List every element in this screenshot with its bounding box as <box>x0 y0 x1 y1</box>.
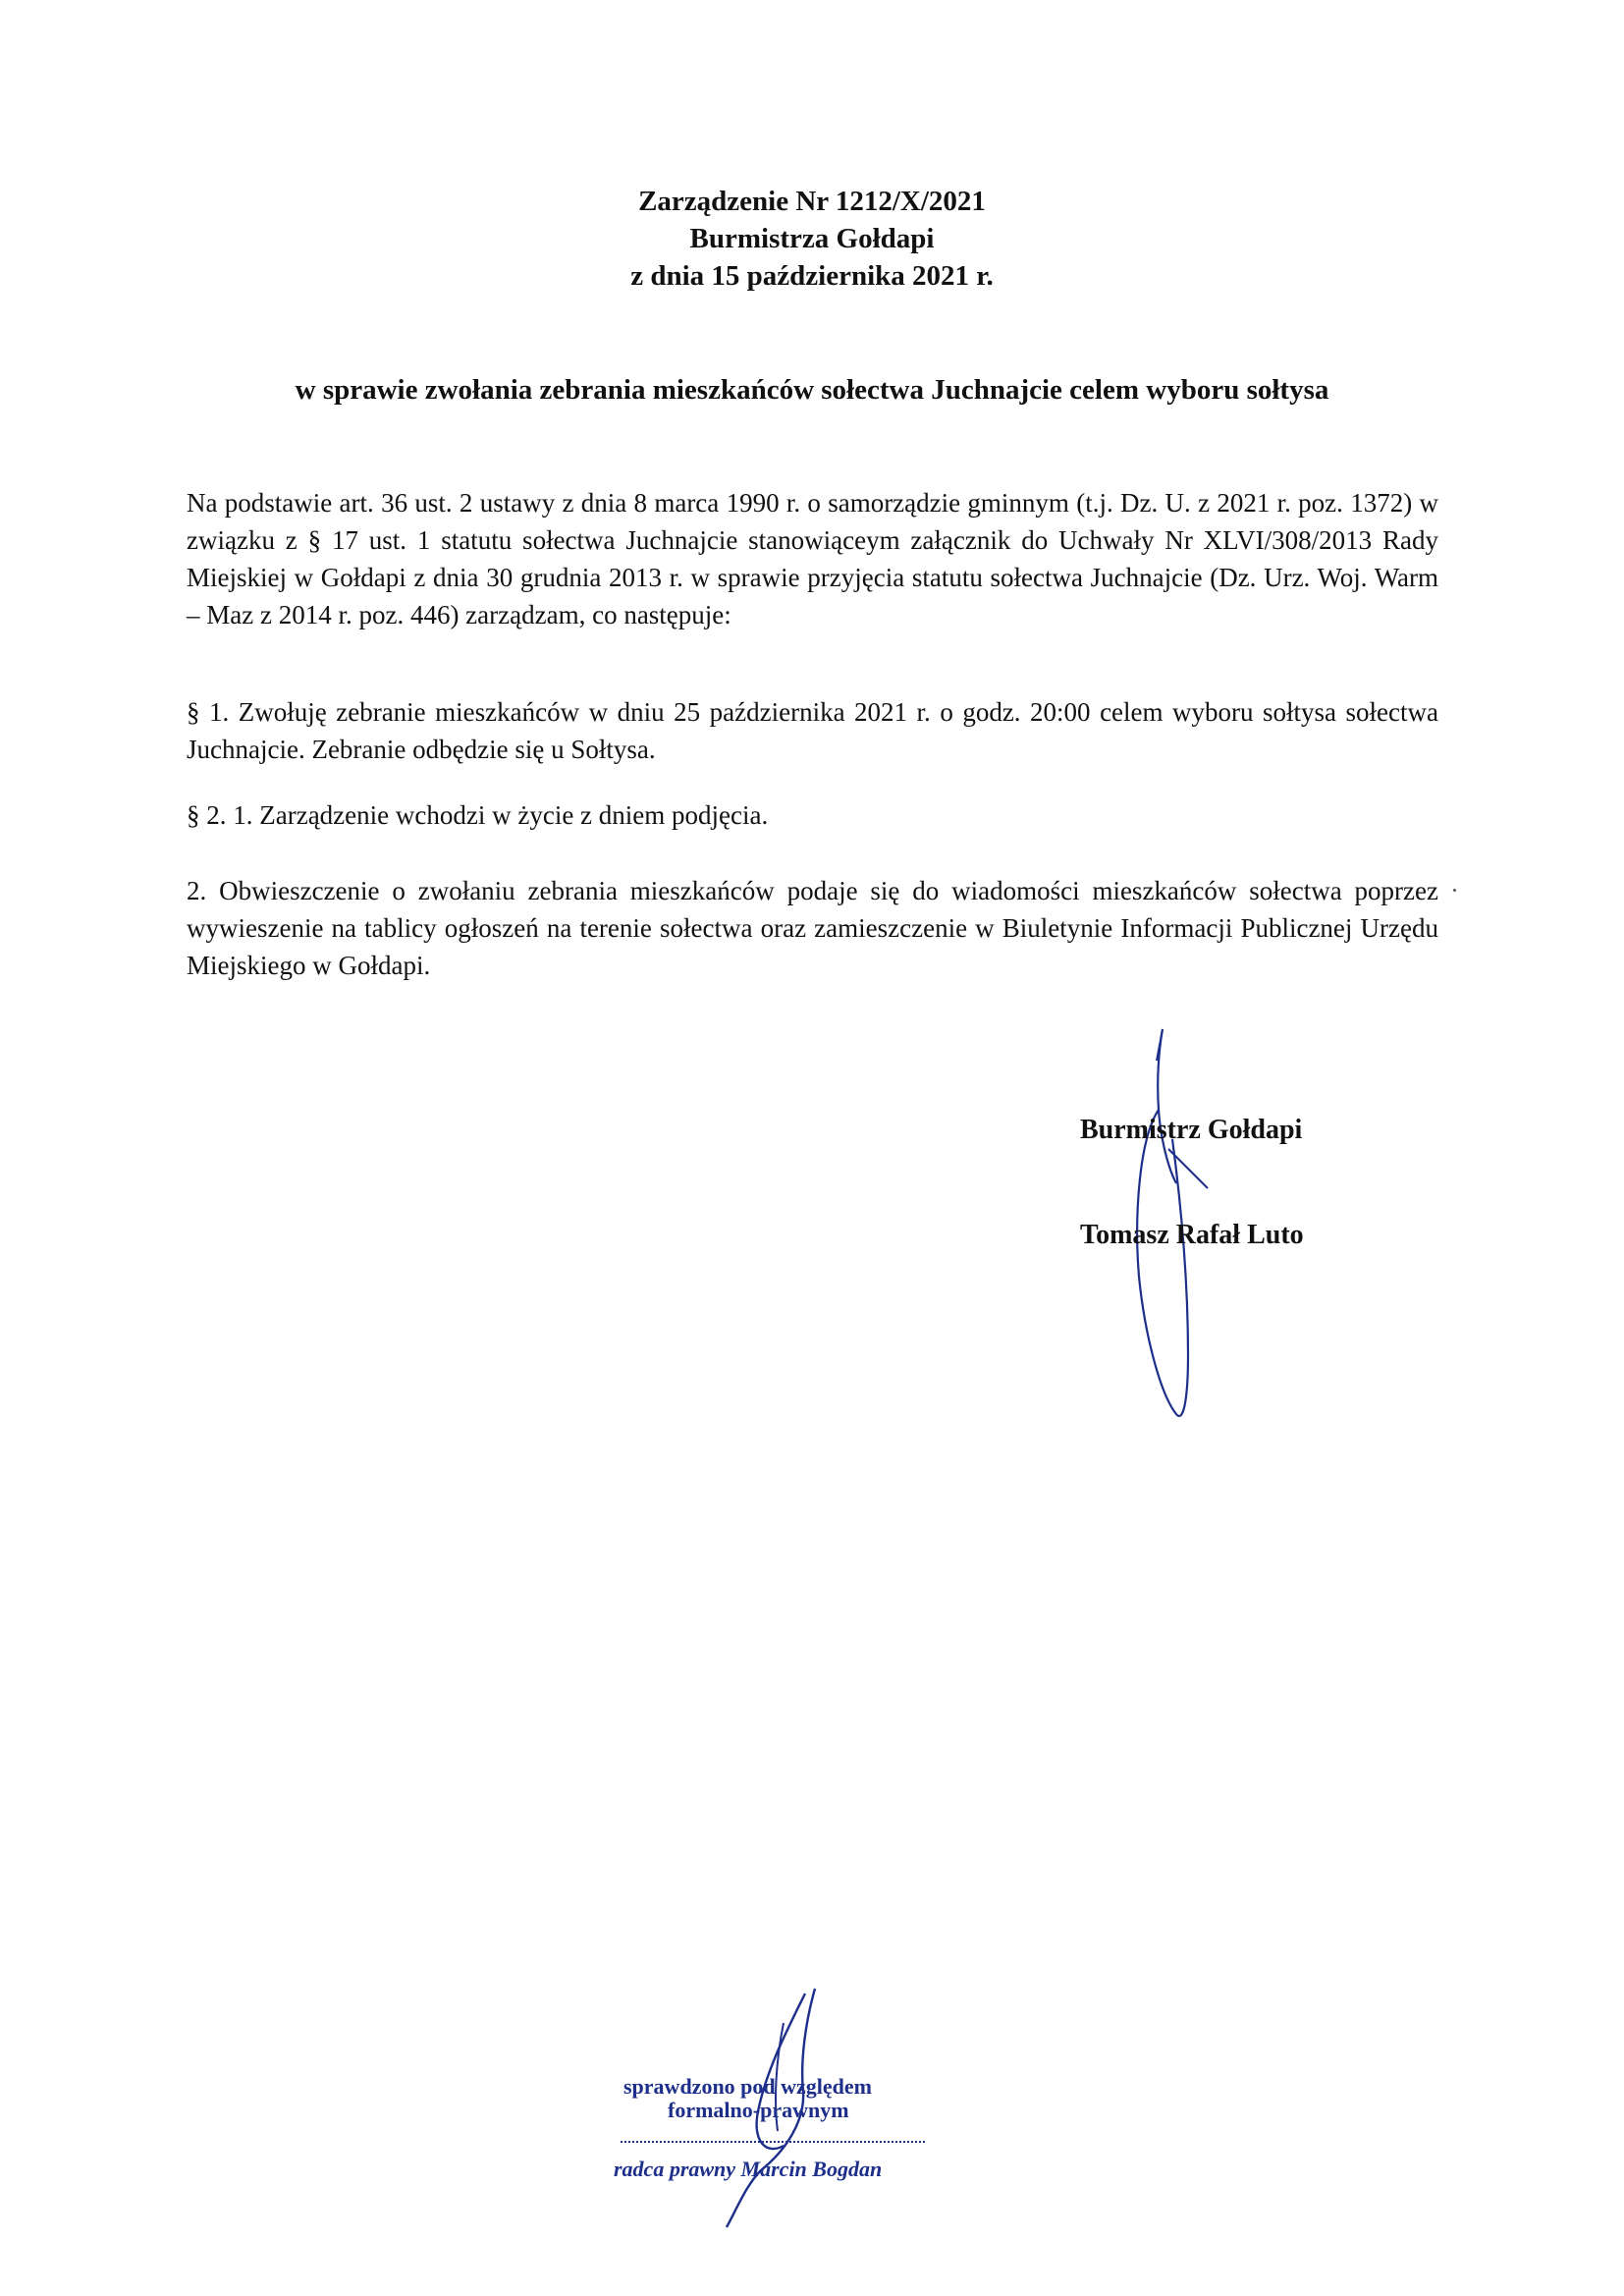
legal-basis-text: Na podstawie art. 36 ust. 2 ustawy z dnia 8 marca 1990 r. o samorządzie gminnym (t.j. Dz. U. z 2021 r. poz. 1372) w związku z § 17 ust. 1 statutu sołectwa Juchnajcie stanowiąceym załącznik do Uchwały Nr XLVI/308/2013 Rady Miejskiej w Gołdapi z dnia 30 grudnia 2013 r. w sprawie przyjęcia statutu sołectwa Juchnajcie (Dz. Urz. Woj. Warm – Maz z 2014 r. poz. 446) zarządzam, co następuje: <box>187 488 1438 629</box>
paragraph-2-point-2-text: 2. Obwieszczenie o zwołaniu zebrania mieszkańców podaje się do wiadomości mieszkańców sołectwa poprzez wywieszenie na tablicy ogłoszeń na terenie sołectwa oraz zamieszczenie w Biuletynie Informacji Publicznej Urzędu Miejskiego w Gołdapi. <box>187 876 1438 980</box>
stamp-line-3: radca prawny Marcin Bogdan <box>614 2157 883 2181</box>
stamp-line-2: formalno-prawnym <box>668 2098 849 2122</box>
stamp-dotted-line <box>621 2141 925 2143</box>
issuer: Burmistrza Gołdapi <box>689 223 935 254</box>
signatory-name: Tomasz Rafał Luto <box>1080 1220 1304 1250</box>
stamp-line-1: sprawdzono pod względem <box>623 2074 873 2099</box>
issue-date: z dnia 15 października 2021 r. <box>630 260 994 292</box>
document-subject: w sprawie zwołania zebrania mieszkańców sołectwa Juchnajcie celem wyboru sołtysa <box>295 374 1329 406</box>
signature-block <box>1080 1112 1304 1254</box>
signatory-title: Burmistrz Gołdapi <box>1080 1115 1303 1145</box>
paragraph-2 <box>187 796 1438 834</box>
legal-basis <box>187 484 1438 633</box>
stray-dot <box>1453 889 1456 892</box>
paragraph-2-text: § 2. 1. Zarządzenie wchodzi w życie z dniem podjęcia. <box>187 800 769 830</box>
document-header <box>0 183 1624 295</box>
paragraph-2-point-2 <box>187 872 1438 984</box>
paragraph-1-text: § 1. Zwołuję zebranie mieszkańców w dniu 25 października 2021 r. o godz. 20:00 celem wyboru sołtysa sołectwa Juchnajcie. Zebranie odbędzie się u Sołtysa. <box>187 697 1438 764</box>
paragraph-1 <box>187 693 1438 768</box>
ordinance-number: Zarządzenie Nr 1212/X/2021 <box>638 186 986 217</box>
